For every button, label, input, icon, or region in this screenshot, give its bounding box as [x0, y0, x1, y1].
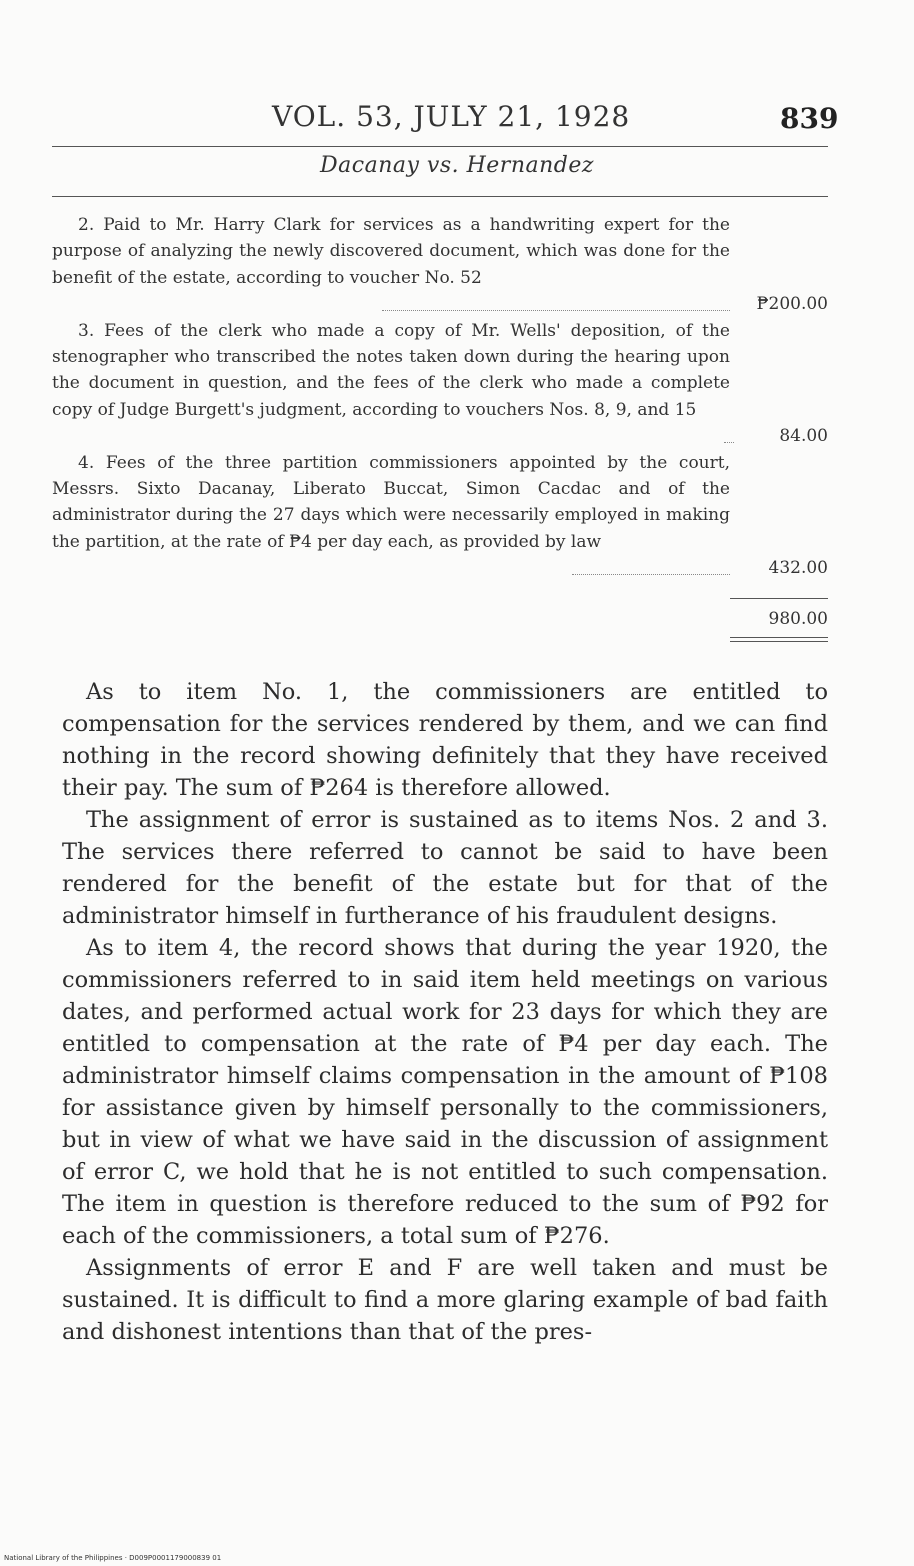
- running-head: [0, 100, 914, 140]
- total-block: [730, 598, 828, 642]
- paragraph: As to item No. 1, the commissioners are entitled to compensation for the services rendered by them, and we can find nothing in the record showing definitely that they have received their pay. The sum of ₱264 is therefore allowed.: [62, 679, 828, 801]
- expense-items: [52, 212, 828, 582]
- scan-footer-tag: National Library of the Philippines · D009P0001179000839 01: [4, 1554, 222, 1562]
- expense-item: [52, 212, 828, 318]
- case-title: Dacanay vs. Hernandez: [320, 153, 594, 178]
- leader-dots: [572, 574, 730, 575]
- paragraph: As to item 4, the record shows that during the year 1920, the commissioners referred to in said item held meetings on various dates, and performed actual work for 23 days for which they are entitled to compensation at the rate of ₱4 per day each. The administrator himself claims compensation in the amount of ₱108 for assistance given by himself personally to the commissioners, but in view of what we have said in the discussion of assignment of error C, we hold that he is not entitled to such compensation. The item in question is therefore reduced to the sum of ₱92 for each of the commissioners, a total sum of ₱276.: [62, 935, 828, 1249]
- header-rule-bottom: [52, 196, 828, 197]
- expense-item: [52, 450, 828, 582]
- expense-item-amount: ₱200.00: [756, 294, 828, 315]
- volume-date: VOL. 53, JULY 21, 1928: [272, 100, 631, 133]
- expense-item: [52, 318, 828, 450]
- expense-item-text: 2. Paid to Mr. Harry Clark for services as a handwriting expert for the purpose of analyzing the newly discovered document, which was done for the benefit of the estate, according to voucher No. 52: [52, 215, 730, 288]
- sum-rule: [730, 598, 828, 599]
- expense-item-amount: 84.00: [779, 426, 828, 447]
- leader-dots: [382, 310, 730, 311]
- expense-item-text: 4. Fees of the three partition commissioners appointed by the court, Messrs. Sixto Dacanay, Liberato Buccat, Simon Cacdac and of the administrator during the 27 days which were necessarily employed in making the partition, at the rate of ₱4 per day each, as provided by law: [52, 452, 730, 552]
- paragraph: The assignment of error is sustained as to items Nos. 2 and 3. The services there referred to cannot be said to have been rendered for the benefit of the estate but for that of the administrator himself in furtherance of his fraudulent designs.: [62, 807, 828, 929]
- header-rule-top: [52, 146, 828, 147]
- expense-item-amount: 432.00: [768, 558, 828, 579]
- double-rule: [730, 637, 828, 642]
- expense-item-text: 3. Fees of the clerk who made a copy of Mr. Wells' deposition, of the stenographer who transcribed the notes taken down during the hearing upon the document in question, and the fees of the clerk who made a complete copy of Judge Burgett's judgment, according to vouchers Nos. 8, 9, and 15: [52, 320, 730, 420]
- body-text: [62, 676, 828, 1348]
- page-number: 839: [780, 102, 839, 135]
- paragraph: Assignments of error E and F are well taken and must be sustained. It is difficult to find a more glaring example of bad faith and dishonest intentions than that of the pres-: [62, 1255, 828, 1345]
- total-amount: 980.00: [768, 609, 828, 629]
